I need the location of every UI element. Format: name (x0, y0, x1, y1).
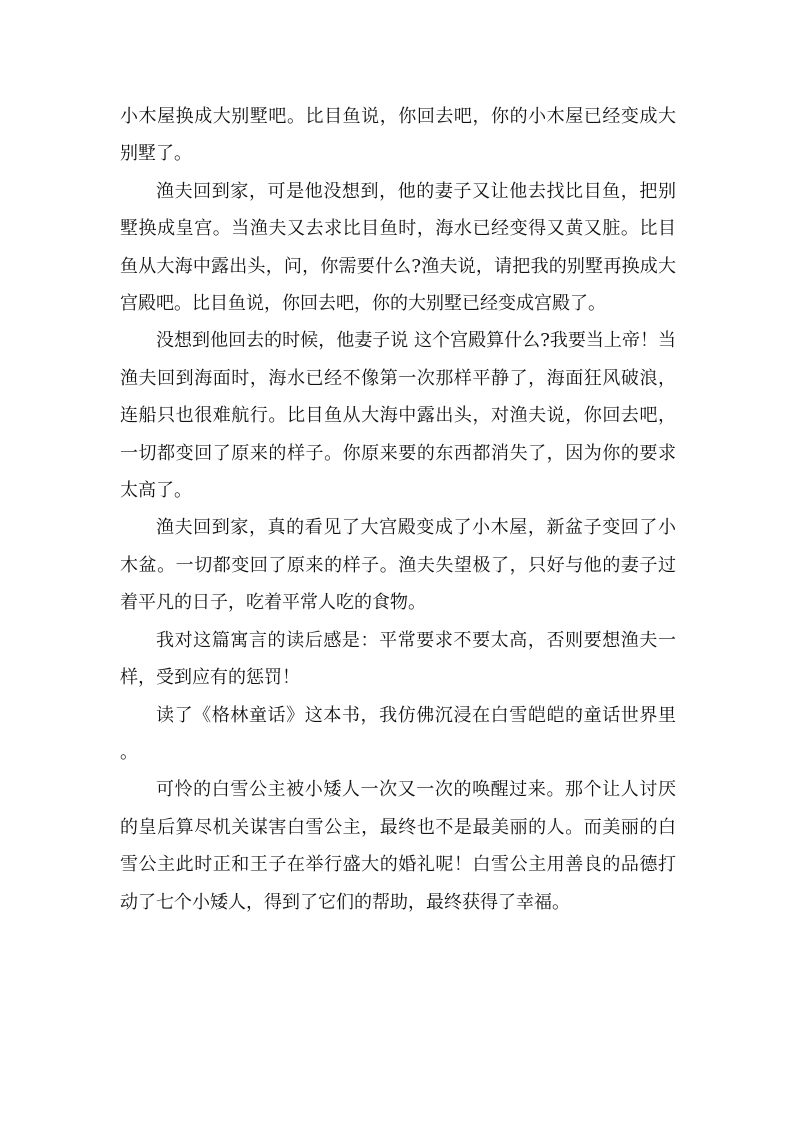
paragraph-4: 渔夫回到家，真的看见了大宫殿变成了小木屋，新盆子变回了小木盆。一切都变回了原来的样子。渔夫失望极了，只好与他的妻子过着平凡的日子，吃着平常人吃的食物。 (120, 517, 676, 614)
paragraph-3: 没想到他回去的时候，他妻子说 这个宫殿算什么?我要当上帝！当渔夫回到海面时，海水已经不像第一次那样平静了，海面狂风破浪，连船只也很难航行。比目鱼从大海中露出头，对渔夫说，你回去吧，一切都变回了原来的样子。你原来要的东西都消失了，因为你的要求太高了。 (120, 330, 676, 502)
paragraph-1: 小木屋换成大别墅吧。比目鱼说，你回去吧，你的小木屋已经变成大别墅了。 (120, 106, 676, 165)
document-body (120, 98, 676, 921)
paragraph-7: 可怜的白雪公主被小矮人一次又一次的唤醒过来。那个让人讨厌的皇后算尽机关谋害白雪公主，最终也不是最美丽的人。而美丽的白雪公主此时正和王子在举行盛大的婚礼呢！白雪公主用善良的品德打动了七个小矮人，得到了它们的帮助，最终获得了幸福。 (120, 779, 676, 913)
paragraph-5: 我对这篇寓言的读后感是：平常要求不要太高，否则要想渔夫一样，受到应有的惩罚！ (120, 629, 676, 689)
paragraph-6: 读了《格林童话》这本书，我仿佛沉浸在白雪皑皑的童话世界里。 (120, 704, 676, 763)
paragraph-2: 渔夫回到家，可是他没想到，他的妻子又让他去找比目鱼，把别墅换成皇宫。当渔夫又去求比目鱼时，海水已经变得又黄又脏。比目鱼从大海中露出头，问，你需要什么?渔夫说，请把我的别墅再换成大宫殿吧。比目鱼说，你回去吧，你的大别墅已经变成宫殿了。 (120, 180, 676, 315)
